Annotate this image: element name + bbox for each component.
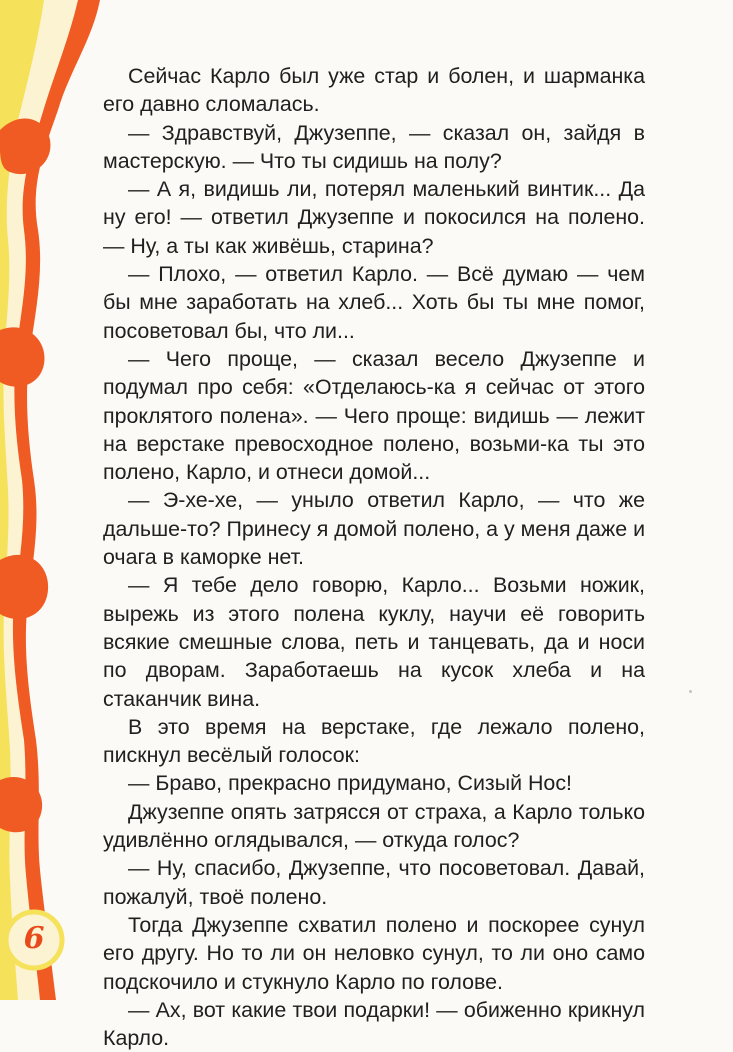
paragraph: — Чего проще, — сказал весело Джузеппе и подумал про себя: «Отделаюсь-ка я сейчас от этого проклятого полена». — Чего проще: видишь — лежит на верстаке превосходное полено, возьми-ка ты это полено, Карло, и отнеси домой... [103, 346, 645, 485]
border-orange-curl [0, 555, 48, 619]
paper-speck [689, 690, 692, 693]
paragraph: Сейчас Карло был уже стар и болен, и шарманка его давно сломалась. [103, 64, 645, 117]
page-number: 6 [23, 921, 45, 956]
paragraph: — Я тебе дело говорю, Карло... Возьми ножик, вырежь из этого полена куклу, научи её говорить всякие смешные слова, петь и танцевать, да и носи по дворам. Заработаешь на кусок хлеба и на стаканчик вина. [103, 573, 645, 711]
paragraph: — Браво, прекрасно придумано, Сизый Нос! [128, 771, 572, 796]
paragraph: В это время на верстаке, где лежало полено, пискнул весёлый голосок: [103, 714, 645, 768]
paragraph: — Здравствуй, Джузеппе, — сказал он, зайдя в мастерскую. — Что ты сидишь на полу? [103, 120, 645, 173]
border-orange-curl [0, 327, 44, 386]
paragraph: — Э-хе-хе, — уныло ответил Карло, — что же дальше-то? Принесу я домой полено, а у меня даже и очага в каморке нет. [103, 488, 646, 570]
decorative-floral-border [0, 0, 110, 1000]
paragraph: Тогда Джузеппе схватил полено и поскорее сунул его другу. Но то ли он неловко сунул, то ли оно само подскочило и стукнуло Карло по голове. [103, 912, 645, 994]
paragraph: — Ну, спасибо, Джузеппе, что посоветовал. Давай, пожалуй, твоё полено. [103, 856, 645, 909]
paragraph: — Плохо, — ответил Карло. — Всё думаю — чем бы мне заработать на хлеб... Хоть бы ты мне помог, посоветовал бы, что ли... [103, 262, 645, 343]
paragraph: Джузеппе опять затрясся от страха, а Карло только удивлённо оглядывался, — откуда голос? [103, 799, 645, 853]
paragraph: — А я, видишь ли, потерял маленький винтик... Да ну его! — ответил Джузеппе и покосился на полено. — Ну, а ты как живёшь, старина? [103, 177, 645, 258]
border-orange-curl [0, 119, 50, 175]
paragraph: — Ах, вот какие твои подарки! — обиженно крикнул Карло. [103, 997, 645, 1051]
story-text [103, 62, 645, 1052]
